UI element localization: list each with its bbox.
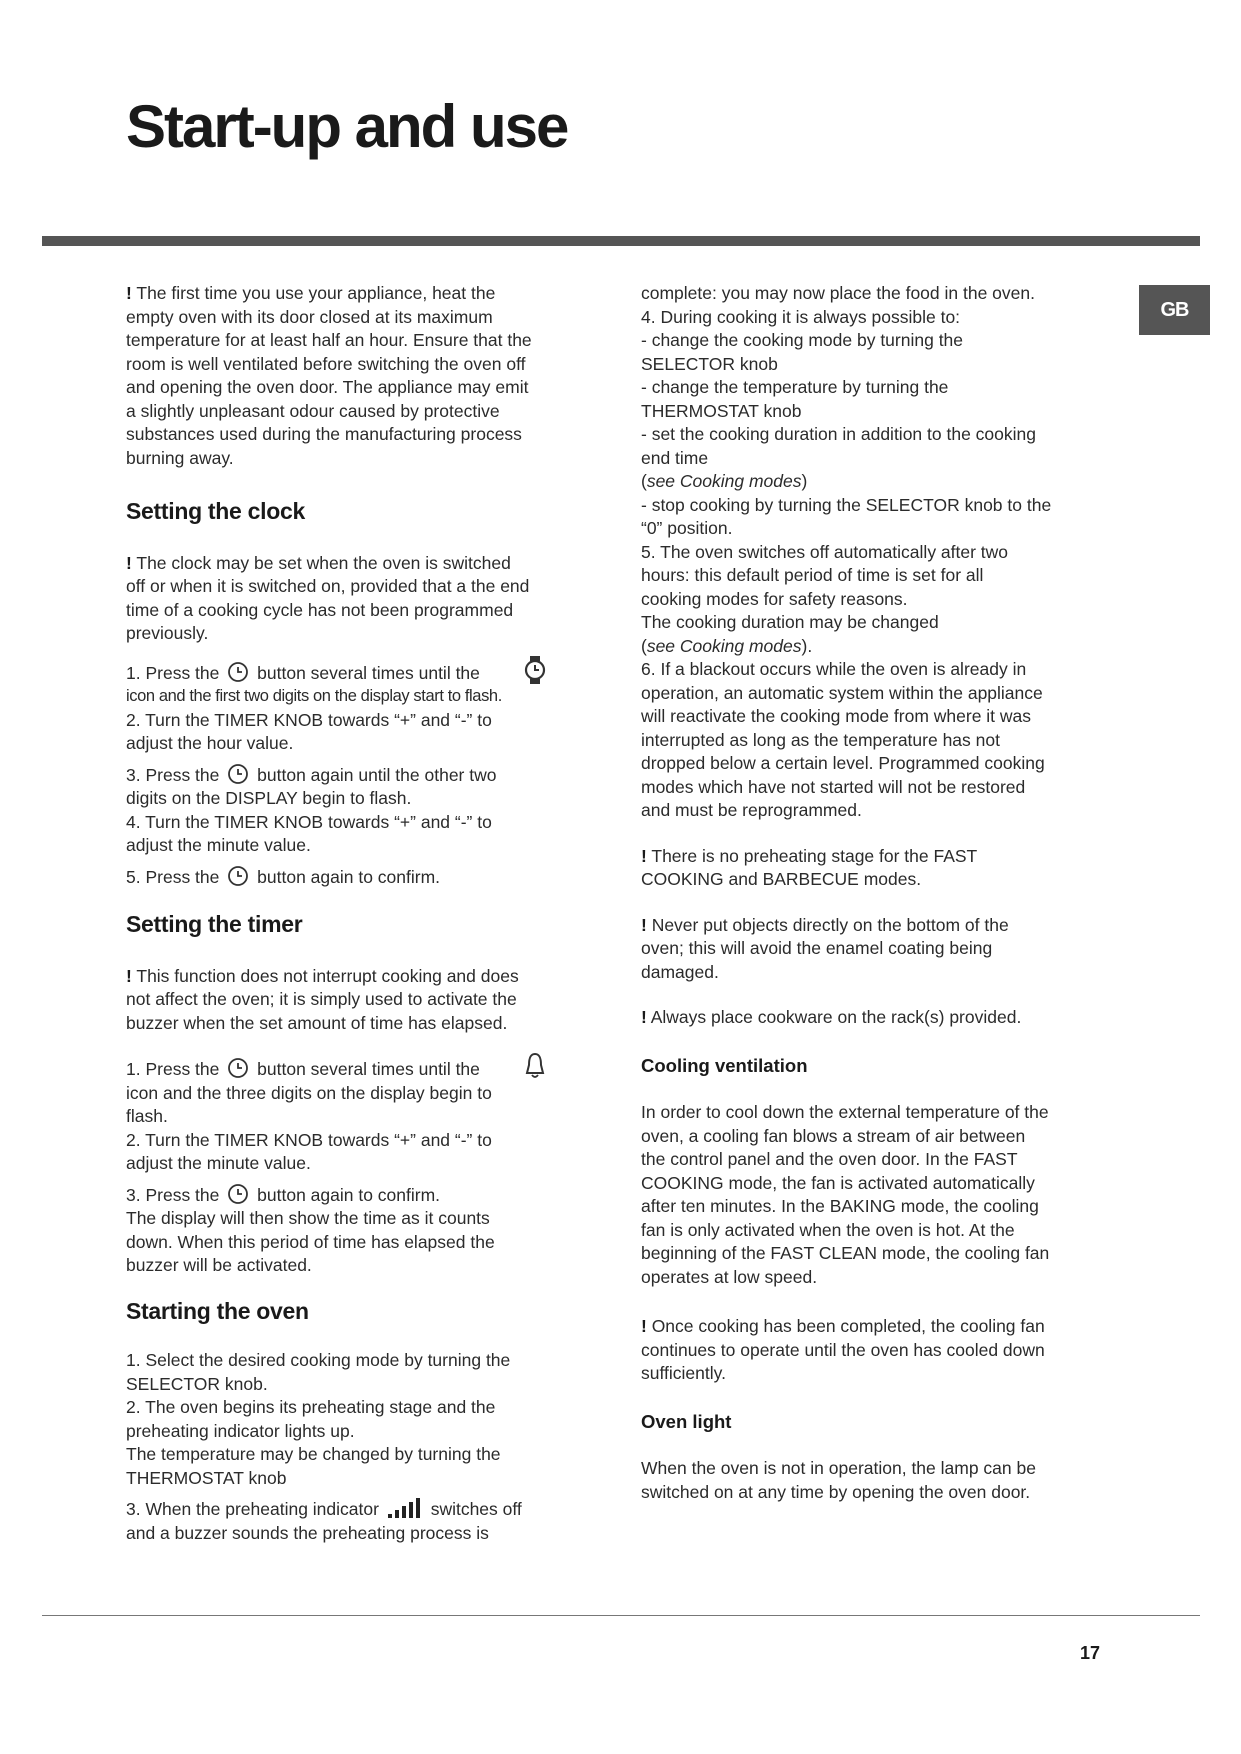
right-column (641, 282, 1101, 1504)
clock-note: ! The clock may be set when the oven is switched off or when it is switched on, provided that a the end time of a cooking cycle has not been programmed previously. (126, 552, 530, 643)
footer-rule (42, 1615, 1200, 1616)
timer-button-icon (227, 865, 249, 887)
cooking-modes-reference[interactable]: see Cooking modes (646, 635, 802, 656)
clock-step-3: 3. Press the button again until the other two digits on the DISPLAY begin to flash. 4. Turn the TIMER KNOB towards “+” and “-” to adjust the minute value. (126, 764, 497, 855)
warning-mark: ! (126, 283, 132, 303)
cooking-modes-reference[interactable]: see Cooking modes (646, 471, 802, 491)
left-column (126, 282, 586, 1545)
intro-note: ! The first time you use your appliance, heat the empty oven with its door closed at its maximum temperature for at least half an hour. Ensure that the room is well ventilated before switching the oven off and opening the oven door. The appliance may emit a slightly unpleasant odour caused by protective substances used during the manufacturing process burning away. (126, 283, 532, 468)
header-rule (42, 236, 1200, 246)
timer-button-icon (227, 661, 249, 683)
starting-step-3: 3. When the preheating indicator switches off and a buzzer sounds the preheating process is (126, 1499, 522, 1543)
note-no-preheating: ! There is no preheating stage for the FAST COOKING and BARBECUE modes. (641, 845, 978, 889)
timer-step-1: 1. Press the button several times until the icon and the three digits on the display begin to flash. 2. Turn the TIMER KNOB towards “+” and “-” to adjust the minute value. (126, 1057, 586, 1176)
note-cookware: ! Always place cookware on the rack(s) provided. (641, 1007, 1022, 1027)
page-title: Start-up and use (126, 93, 568, 160)
oven-light-heading: Oven light (641, 1410, 732, 1432)
timer-button-icon (227, 1057, 249, 1079)
preheat-indicator-icon (387, 1497, 423, 1519)
starting-steps: 1. Select the desired cooking mode by turning the SELECTOR knob. 2. The oven begins its preheating stage and the preheating indicator lights up. The temperature may be changed by turning the THERMOSTAT knob (126, 1350, 511, 1488)
note-cooling-fan: ! Once cooking has been completed, the cooling fan continues to operate until the oven has cooled down sufficiently. (641, 1316, 1045, 1383)
timer-button-icon (227, 763, 249, 785)
clock-step-1: 1. Press the button several times until the icon and the first two digits on the display start to flash. 2. Turn the TIMER KNOB towards “+” and “-” to adjust the hour value. (126, 661, 586, 756)
language-tab: GB (1139, 285, 1210, 335)
starting-oven-heading: Starting the oven (126, 1297, 309, 1324)
starting-continued: complete: you may now place the food in the oven. 4. During cooking it is always possible to: - change the cooking mode by turning the SELECTOR knob - change the temperature by turning the THERMOSTAT knob - set the cooking duration in addition to the cooking end time (see Cooking modes) - stop cooking by turning the SELECTOR knob to the “0” position. 5. The oven switches off automatically after two hours: this default period of time is set for all cooking modes for safety reasons. The cooking duration may be changed (see Cooking modes). 6. If a blackout occurs while the oven is already in operation, an automatic system within the appliance will reactivate the cooking mode from where it was interrupted as long as the temperature has not dropped below a certain level. Programmed cooking modes which have not started will not be restored and must be reprogrammed. (641, 283, 1052, 820)
timer-step-3: 3. Press the button again to confirm. The display will then show the time as it counts down. When this period of time has elapsed the buzzer will be activated. (126, 1184, 495, 1275)
setting-clock-heading: Setting the clock (126, 498, 305, 524)
bell-icon (524, 1051, 546, 1079)
cooling-ventilation-heading: Cooling ventilation (641, 1054, 808, 1076)
timer-button-icon (227, 1183, 249, 1205)
timer-note: ! This function does not interrupt cooking and does not affect the oven; it is simply used to activate the buzzer when the set amount of time has elapsed. (126, 965, 519, 1033)
clock-step-5: 5. Press the button again to confirm. (126, 866, 441, 887)
note-oven-bottom: ! Never put objects directly on the bottom of the oven; this will avoid the enamel coating being damaged. (641, 914, 1009, 982)
clock-icon (524, 655, 546, 685)
setting-timer-heading: Setting the timer (126, 911, 303, 937)
oven-light-text: When the oven is not in operation, the lamp can be switched on at any time by opening the oven door. (641, 1458, 1036, 1502)
cooling-ventilation-text: In order to cool down the external temperature of the oven, a cooling fan blows a stream of air between the control panel and the oven door. In the FAST COOKING mode, the fan is activated automatically after ten minutes. In the BAKING mode, the cooling fan is only activated when the oven is hot. At the beginning of the FAST CLEAN mode, the cooling fan operates at low speed. (641, 1102, 1050, 1287)
page-number: 17 (1080, 1643, 1101, 1663)
